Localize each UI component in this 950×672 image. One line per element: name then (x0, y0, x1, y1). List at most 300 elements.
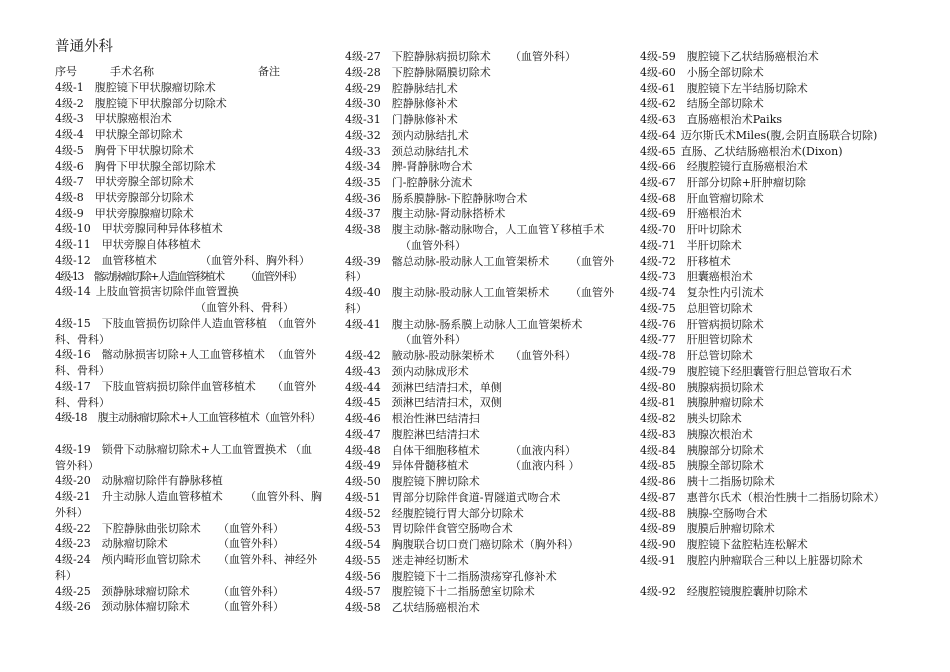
procedure-row (345, 222, 604, 238)
procedure-row (640, 537, 808, 553)
department-note: （血管外 (272, 379, 316, 393)
procedure-continuation-line: （血管外科、骨科） (195, 301, 294, 315)
procedure-number: 4级-11 (55, 238, 91, 252)
procedure-name: 肝管病损切除术 (686, 317, 764, 331)
department-note: （血管外科、胸外科） (200, 253, 310, 267)
procedure-row (640, 474, 775, 490)
department-note: （血管外科） (510, 349, 576, 363)
procedure-number: 4级-31 (345, 113, 381, 127)
procedure-number: 4级-47 (345, 427, 381, 441)
procedure-row (345, 81, 458, 97)
procedure-row (345, 553, 469, 569)
procedure-name: 胰腺部分切除术 (686, 443, 764, 457)
procedure-number: 4级-71 (640, 238, 676, 252)
procedure-name: 肝总管切除术 (686, 349, 753, 363)
procedure-name: 髂总动脉-股动脉人工血管架桥术 (391, 254, 550, 268)
procedure-name: 胆囊癌根治术 (686, 270, 753, 284)
procedure-number: 4级-39 (345, 254, 381, 268)
procedure-number: 4级-62 (640, 97, 676, 111)
procedure-name: 腹腔镜下甲状腺部分切除术 (94, 96, 227, 110)
procedure-number: 4级-5 (55, 143, 84, 157)
procedure-number: 4级-63 (640, 113, 676, 127)
procedure-row (640, 112, 782, 128)
procedure-number: 4级-29 (345, 81, 381, 95)
procedure-name: 下腔静脉病损切除术 (391, 50, 491, 64)
procedure-number: 4级-24 (55, 553, 91, 567)
procedure-number: 4级-34 (345, 160, 381, 174)
procedure-name: 腹主动脉瘤切除术+人工血管移植术 (97, 411, 260, 425)
procedure-number: 4级-76 (640, 317, 676, 331)
department-note: （血管外科） (218, 537, 284, 551)
procedure-row (345, 317, 582, 333)
procedure-name: 下腔静脉隔膜切除术 (391, 65, 491, 79)
procedure-name: 肝血管瘤切除术 (686, 191, 764, 205)
procedure-name: 腹腔镜下乙状结肠癌根治术 (686, 50, 819, 64)
procedure-row (55, 269, 302, 285)
procedure-name: 腹腔镜下经胆囊管行胆总管取石术 (686, 364, 852, 378)
procedure-row (640, 411, 742, 427)
department-note: （血管外科） (218, 600, 284, 614)
procedure-continuation-line: 科、骨科） (55, 364, 110, 378)
procedure-number: 4级-41 (345, 317, 381, 331)
procedure-number: 4级-92 (640, 585, 676, 599)
procedure-row (345, 159, 472, 175)
procedure-name: 腹腔镜下十二指肠溃疡穿孔修补术 (391, 569, 557, 583)
procedure-row (55, 143, 194, 159)
procedure-name: 肝叶切除术 (686, 223, 742, 237)
procedure-name: 颈淋巴结清扫术，单侧 (391, 380, 502, 394)
procedure-row (640, 348, 753, 364)
procedure-number: 4级-33 (345, 144, 381, 158)
procedure-name: 肝胆管切除术 (686, 333, 753, 347)
procedure-name: 下肢血管损伤切除伴人造血管移植 (101, 316, 267, 330)
procedure-name: 腹主动脉-肾动脉搭桥术 (391, 207, 506, 221)
department-note: （血管外科） (259, 411, 321, 425)
procedure-row (55, 442, 312, 458)
procedure-row (345, 537, 579, 553)
procedure-number: 4级-3 (55, 112, 84, 126)
procedure-name: 腹腔镜下左半结肠切除术 (686, 81, 808, 95)
procedure-number: 4级-61 (640, 81, 676, 95)
procedure-number: 4级-22 (55, 521, 91, 535)
procedure-row (640, 159, 808, 175)
procedure-name: 脾-肾静脉吻合术 (391, 160, 473, 174)
procedure-number: 4级-10 (55, 222, 91, 236)
procedure-row (640, 395, 764, 411)
procedure-number: 4级-52 (345, 506, 381, 520)
procedure-name: 甲状旁腺部分切除术 (94, 191, 194, 204)
procedure-name: 门静脉修补术 (391, 113, 458, 127)
procedure-name: 小肠全部切除术 (686, 65, 764, 79)
procedure-number: 4级-8 (55, 191, 84, 204)
department-note: （血液内科 ） (510, 459, 580, 473)
procedure-number: 4级-38 (345, 223, 381, 237)
procedure-number: 4级-44 (345, 380, 381, 394)
procedure-name: 髂动脉损害切除+人工血管移植术 (101, 348, 265, 362)
procedure-row (640, 301, 753, 317)
procedure-number: 4级-43 (345, 364, 381, 378)
procedure-name: 髂动脉瘤切除+人造血管移植术 (93, 269, 224, 283)
department-note: （血管外 (272, 316, 316, 330)
procedure-row (55, 221, 223, 237)
procedure-name: 颅内畸形血管切除术 (101, 553, 201, 567)
procedure-row (55, 111, 172, 127)
procedure-row (55, 127, 183, 143)
procedure-row (55, 584, 284, 600)
procedure-name: 下腔静脉曲张切除术 (101, 521, 201, 535)
procedure-row (345, 96, 458, 112)
procedure-name: 胃切除伴食管空肠吻合术 (391, 522, 513, 536)
procedure-row (640, 506, 767, 522)
procedure-name: 腋动脉-股动脉架桥术 (391, 349, 495, 363)
procedure-name: 自体干细胞移植术 (391, 443, 480, 457)
procedure-row (640, 584, 808, 600)
procedure-name: 直肠、乙状结肠癌根治术(Dixon) (680, 144, 843, 158)
procedure-number: 4级-49 (345, 459, 381, 473)
procedure-number: 4级-45 (345, 396, 381, 410)
procedure-number: 4级-65 (640, 144, 676, 158)
procedure-number: 4级-81 (640, 396, 676, 410)
procedure-number: 4级-58 (345, 600, 381, 614)
procedure-row (640, 238, 742, 254)
procedure-number: 4级-30 (345, 97, 381, 111)
procedure-name: 结肠全部切除术 (686, 97, 764, 111)
procedure-number: 4级-23 (55, 537, 91, 551)
procedure-number: 4级-70 (640, 223, 676, 237)
procedure-number: 4级-32 (345, 128, 381, 142)
department-note: （血管外 (570, 254, 614, 268)
procedure-number: 4级-40 (345, 286, 381, 300)
procedure-row (55, 473, 223, 489)
procedure-name: 腹腔内肿瘤联合三种以上脏器切除术 (686, 553, 863, 567)
procedure-row (640, 191, 764, 207)
procedure-name: 颈静脉球瘤切除术 (101, 584, 190, 598)
procedure-number: 4级-59 (640, 50, 676, 64)
procedure-name: 胰头切除术 (686, 412, 742, 426)
procedure-name: 上肢血管损害切除伴血管置换 (95, 285, 239, 299)
procedure-column-2 (345, 49, 630, 629)
procedure-row (640, 443, 764, 459)
procedure-row (55, 599, 284, 615)
procedure-name: 动脉瘤切除术 (101, 537, 168, 551)
procedure-row (345, 569, 557, 585)
procedure-number: 4级-57 (345, 585, 381, 599)
procedure-name: 甲状旁腺同种异体移植术 (101, 222, 223, 236)
procedure-row (55, 316, 316, 332)
procedure-name: 肠系膜静脉-下腔静脉吻合术 (391, 191, 528, 205)
procedure-row (55, 489, 322, 505)
procedure-row (640, 144, 843, 160)
procedure-row (55, 521, 284, 537)
procedure-number: 4级-91 (640, 553, 676, 567)
procedure-number: 4级-26 (55, 600, 91, 614)
procedure-row (55, 284, 239, 300)
procedure-number: 4级-89 (640, 522, 676, 536)
procedure-name: 胸骨下甲状腺切除术 (94, 143, 194, 157)
department-note: （血管外 (272, 348, 316, 362)
procedure-number: 4级-6 (55, 159, 84, 173)
procedure-row (55, 410, 320, 426)
procedure-number: 4级-4 (55, 128, 84, 142)
procedure-name: 腹主动脉-髂动脉吻合，人工血管Ｙ移植手术 (391, 223, 605, 237)
procedure-row (55, 159, 216, 175)
procedure-number: 4级-68 (640, 191, 676, 205)
procedure-number: 4级-85 (640, 459, 676, 473)
procedure-row (640, 49, 819, 65)
procedure-number: 4级-2 (55, 96, 84, 110)
procedure-row (345, 490, 560, 506)
procedure-row (55, 253, 310, 269)
procedure-number: 4级-19 (55, 442, 91, 456)
procedure-row (55, 80, 216, 96)
procedure-name: 异体骨髓移植术 (391, 459, 469, 473)
procedure-number: 4级-20 (55, 474, 91, 488)
procedure-name: 颈内动脉结扎术 (391, 128, 469, 142)
procedure-number: 4级-79 (640, 364, 676, 378)
procedure-row (345, 380, 502, 396)
procedure-name: 胰腺病损切除术 (686, 380, 764, 394)
procedure-number: 4级-14 (55, 285, 91, 299)
procedure-number: 4级-16 (55, 348, 91, 362)
procedure-name: 腹腔镜下甲状腺瘤切除术 (94, 80, 216, 94)
procedure-name: 甲状腺全部切除术 (94, 128, 183, 142)
procedure-row (640, 175, 806, 191)
procedure-row (345, 49, 576, 65)
procedure-number: 4级-90 (640, 538, 676, 552)
procedure-row (55, 552, 317, 568)
procedure-number: 4级-7 (55, 175, 84, 189)
procedure-number: 4级-36 (345, 191, 381, 205)
procedure-number: 4级-78 (640, 349, 676, 363)
procedure-name: 复杂性内引流术 (686, 286, 764, 300)
procedure-name: 迈尔斯氏术Miles(腹,会阴直肠联合切除) (680, 128, 878, 142)
procedure-continuation-line: 科） (345, 301, 367, 315)
procedure-number: 4级-84 (640, 443, 676, 457)
procedure-number: 4级-55 (345, 553, 381, 567)
procedure-name: 动脉瘤切除伴有静脉移植 (101, 474, 223, 488)
procedure-row (345, 128, 469, 144)
procedure-number: 4级-66 (640, 160, 676, 174)
procedure-number: 4级-88 (640, 506, 676, 520)
procedure-row (345, 285, 614, 301)
procedure-row (640, 490, 885, 506)
procedure-row (640, 285, 764, 301)
procedure-number: 4级-74 (640, 286, 676, 300)
procedure-row (640, 553, 863, 569)
procedure-row (345, 175, 472, 191)
procedure-row (345, 474, 480, 490)
procedure-row (640, 65, 764, 81)
procedure-number: 4级-21 (55, 490, 91, 504)
procedure-row (640, 380, 764, 396)
procedure-number: 4级-27 (345, 50, 381, 64)
procedure-number: 4级-73 (640, 270, 676, 284)
procedure-name: 甲状旁腺全部切除术 (94, 175, 194, 189)
procedure-name: 升主动脉人造血管移植术 (101, 490, 223, 504)
department-note: （血管外科、胸 (245, 490, 322, 504)
procedure-name: 胰腺次根治术 (686, 427, 753, 441)
procedure-name: 直肠癌根治术Paiks (686, 113, 783, 127)
procedure-name: 肝癌根治术 (686, 207, 742, 221)
procedure-row (345, 206, 505, 222)
procedure-number: 4级-82 (640, 412, 676, 426)
procedure-name: 血管移植术 (101, 253, 157, 267)
procedure-row (640, 317, 764, 333)
procedure-number: 4级-83 (640, 427, 676, 441)
procedure-name: 经腹腔镜腹腔囊肿切除术 (686, 585, 808, 599)
procedure-continuation-line: 科、骨科） (55, 332, 110, 346)
procedure-number: 4级-12 (55, 253, 91, 267)
procedure-row (640, 222, 742, 238)
procedure-number: 4级-86 (640, 475, 676, 489)
procedure-continuation-line: 科） (345, 270, 367, 284)
procedure-name: 甲状腺癌根治术 (94, 112, 172, 126)
department-note: （血管外科） (245, 269, 302, 283)
procedure-row (55, 96, 227, 112)
procedure-name: 锁骨下动脉瘤切除术+人工血管置换术 (101, 442, 287, 456)
procedure-name: 颈总动脉结扎术 (391, 144, 469, 158)
procedure-number: 4级-25 (55, 584, 91, 598)
header-number-label: 序号 (55, 65, 77, 79)
procedure-name: 颈内动脉成形术 (391, 364, 469, 378)
header-note-label: 备注 (258, 65, 280, 79)
procedure-name: 腹主动脉-肠系膜上动脉人工血管架桥术 (391, 317, 583, 331)
procedure-name: 腹腔镜下脾切除术 (391, 475, 480, 489)
procedure-name: 胰腺-空肠吻合术 (686, 506, 768, 520)
procedure-name: 乙状结肠癌根治术 (391, 600, 480, 614)
procedure-row (345, 458, 580, 474)
procedure-row (55, 347, 316, 363)
procedure-name: 甲状旁腺腺瘤切除术 (94, 206, 194, 220)
procedure-row (345, 443, 576, 459)
procedure-row (345, 364, 469, 380)
procedure-name: 肝部分切除+肝肿瘤切除 (686, 176, 806, 189)
procedure-row (345, 427, 480, 443)
procedure-number: 4级-50 (345, 475, 381, 489)
procedure-number: 4级-77 (640, 333, 676, 347)
procedure-name: 下肢血管病损切除伴血管移植术 (101, 379, 256, 393)
procedure-row (55, 190, 194, 206)
procedure-row (640, 458, 764, 474)
procedure-number: 4级-75 (640, 301, 676, 315)
procedure-continuation-line: 科） (55, 568, 77, 582)
procedure-row (55, 237, 201, 253)
procedure-name: 颈动脉体瘤切除术 (101, 600, 190, 614)
procedure-name: 腹腔镜下十二指肠憩室切除术 (391, 585, 535, 599)
procedure-continuation-line: 外科） (55, 505, 88, 519)
procedure-name: 颈淋巴结清扫术，双侧 (391, 396, 502, 410)
procedure-number: 4级-42 (345, 349, 381, 363)
procedure-row (345, 584, 535, 600)
procedure-row (55, 379, 316, 395)
procedure-number: 4级-37 (345, 207, 381, 221)
procedure-row (345, 144, 469, 160)
department-note: （血管外 (570, 286, 614, 300)
procedure-number: 4级-87 (640, 490, 676, 504)
procedure-row (345, 254, 614, 270)
procedure-number: 4级-60 (640, 65, 676, 79)
procedure-name: 胰十二指肠切除术 (686, 475, 775, 489)
procedure-row (640, 81, 808, 97)
procedure-row (345, 411, 480, 427)
department-note: （胸外科） (523, 538, 579, 552)
procedure-row (345, 65, 491, 81)
department-note: （血管外科、神经外 (218, 553, 317, 567)
procedure-number: 4级-35 (345, 176, 381, 189)
procedure-row (640, 521, 775, 537)
procedure-row (640, 427, 753, 443)
procedure-number: 4级-17 (55, 379, 91, 393)
procedure-number: 4级-64 (640, 128, 676, 142)
procedure-column-3 (640, 49, 925, 629)
procedure-name: 半肝切除术 (686, 238, 742, 252)
procedure-row (55, 174, 194, 190)
procedure-row (345, 112, 458, 128)
procedure-name: 经腹腔镜行胃大部分切除术 (391, 506, 524, 520)
procedure-row (345, 348, 576, 364)
section-title: 普通外科 (55, 39, 113, 55)
procedure-number: 4级-72 (640, 254, 676, 268)
procedure-row (640, 254, 731, 270)
procedure-number: 4级-56 (345, 569, 381, 583)
procedure-name: 腹膜后肿瘤切除术 (686, 522, 775, 536)
procedure-row (345, 521, 513, 537)
procedure-number: 4级-67 (640, 176, 676, 189)
procedure-number: 4级-48 (345, 443, 381, 457)
procedure-row (345, 191, 527, 207)
procedure-row (345, 600, 480, 616)
procedure-number: 4级-51 (345, 490, 381, 504)
procedure-name: 腹腔淋巴结清扫术 (391, 427, 480, 441)
procedure-continuation-line: （血管外科） (400, 238, 466, 252)
procedure-name: 胰腺肿瘤切除术 (686, 396, 764, 410)
department-note: （血液内科） (510, 443, 576, 457)
procedure-row (640, 206, 742, 222)
procedure-name: 腔静脉修补术 (391, 97, 458, 111)
procedure-name: 惠普尔氏术（根治性胰十二指肠切除术） (686, 490, 885, 504)
procedure-row (640, 269, 753, 285)
procedure-name: 腹主动脉-股动脉人工血管架桥术 (391, 286, 550, 300)
procedure-row (55, 206, 194, 222)
procedure-number: 4级-69 (640, 207, 676, 221)
department-note: （血管外科） (218, 521, 284, 535)
procedure-row (345, 506, 524, 522)
procedure-row (640, 96, 764, 112)
procedure-name: 胸腹联合切口贲门癌切除术 (391, 538, 524, 552)
department-note: （血管外科） (510, 50, 576, 64)
procedure-name: 根治性淋巴结清扫 (391, 412, 480, 426)
procedure-number: 4级-46 (345, 412, 381, 426)
procedure-name: 迷走神经切断术 (391, 553, 469, 567)
procedure-name: 经腹腔镜行直肠癌根治术 (686, 160, 808, 174)
procedure-name: 门-腔静脉分流术 (391, 176, 473, 189)
procedure-row (55, 536, 284, 552)
procedure-number: 4级-15 (55, 316, 91, 330)
procedure-number: 4级-9 (55, 206, 84, 220)
procedure-number: 4级-80 (640, 380, 676, 394)
procedure-row (640, 332, 753, 348)
procedure-name: 肝移植术 (686, 254, 731, 268)
procedure-row (640, 128, 877, 144)
procedure-continuation-line: 科、骨科） (55, 395, 110, 409)
procedure-name: 总胆管切除术 (686, 301, 753, 315)
department-note: （血 (290, 442, 312, 456)
procedure-name: 胸骨下甲状腺全部切除术 (94, 159, 216, 173)
procedure-number: 4级-1 (55, 80, 84, 94)
procedure-row (640, 364, 852, 380)
procedure-name: 甲状旁腺自体移植术 (101, 238, 201, 252)
procedure-continuation-line: （血管外科） (400, 333, 466, 347)
